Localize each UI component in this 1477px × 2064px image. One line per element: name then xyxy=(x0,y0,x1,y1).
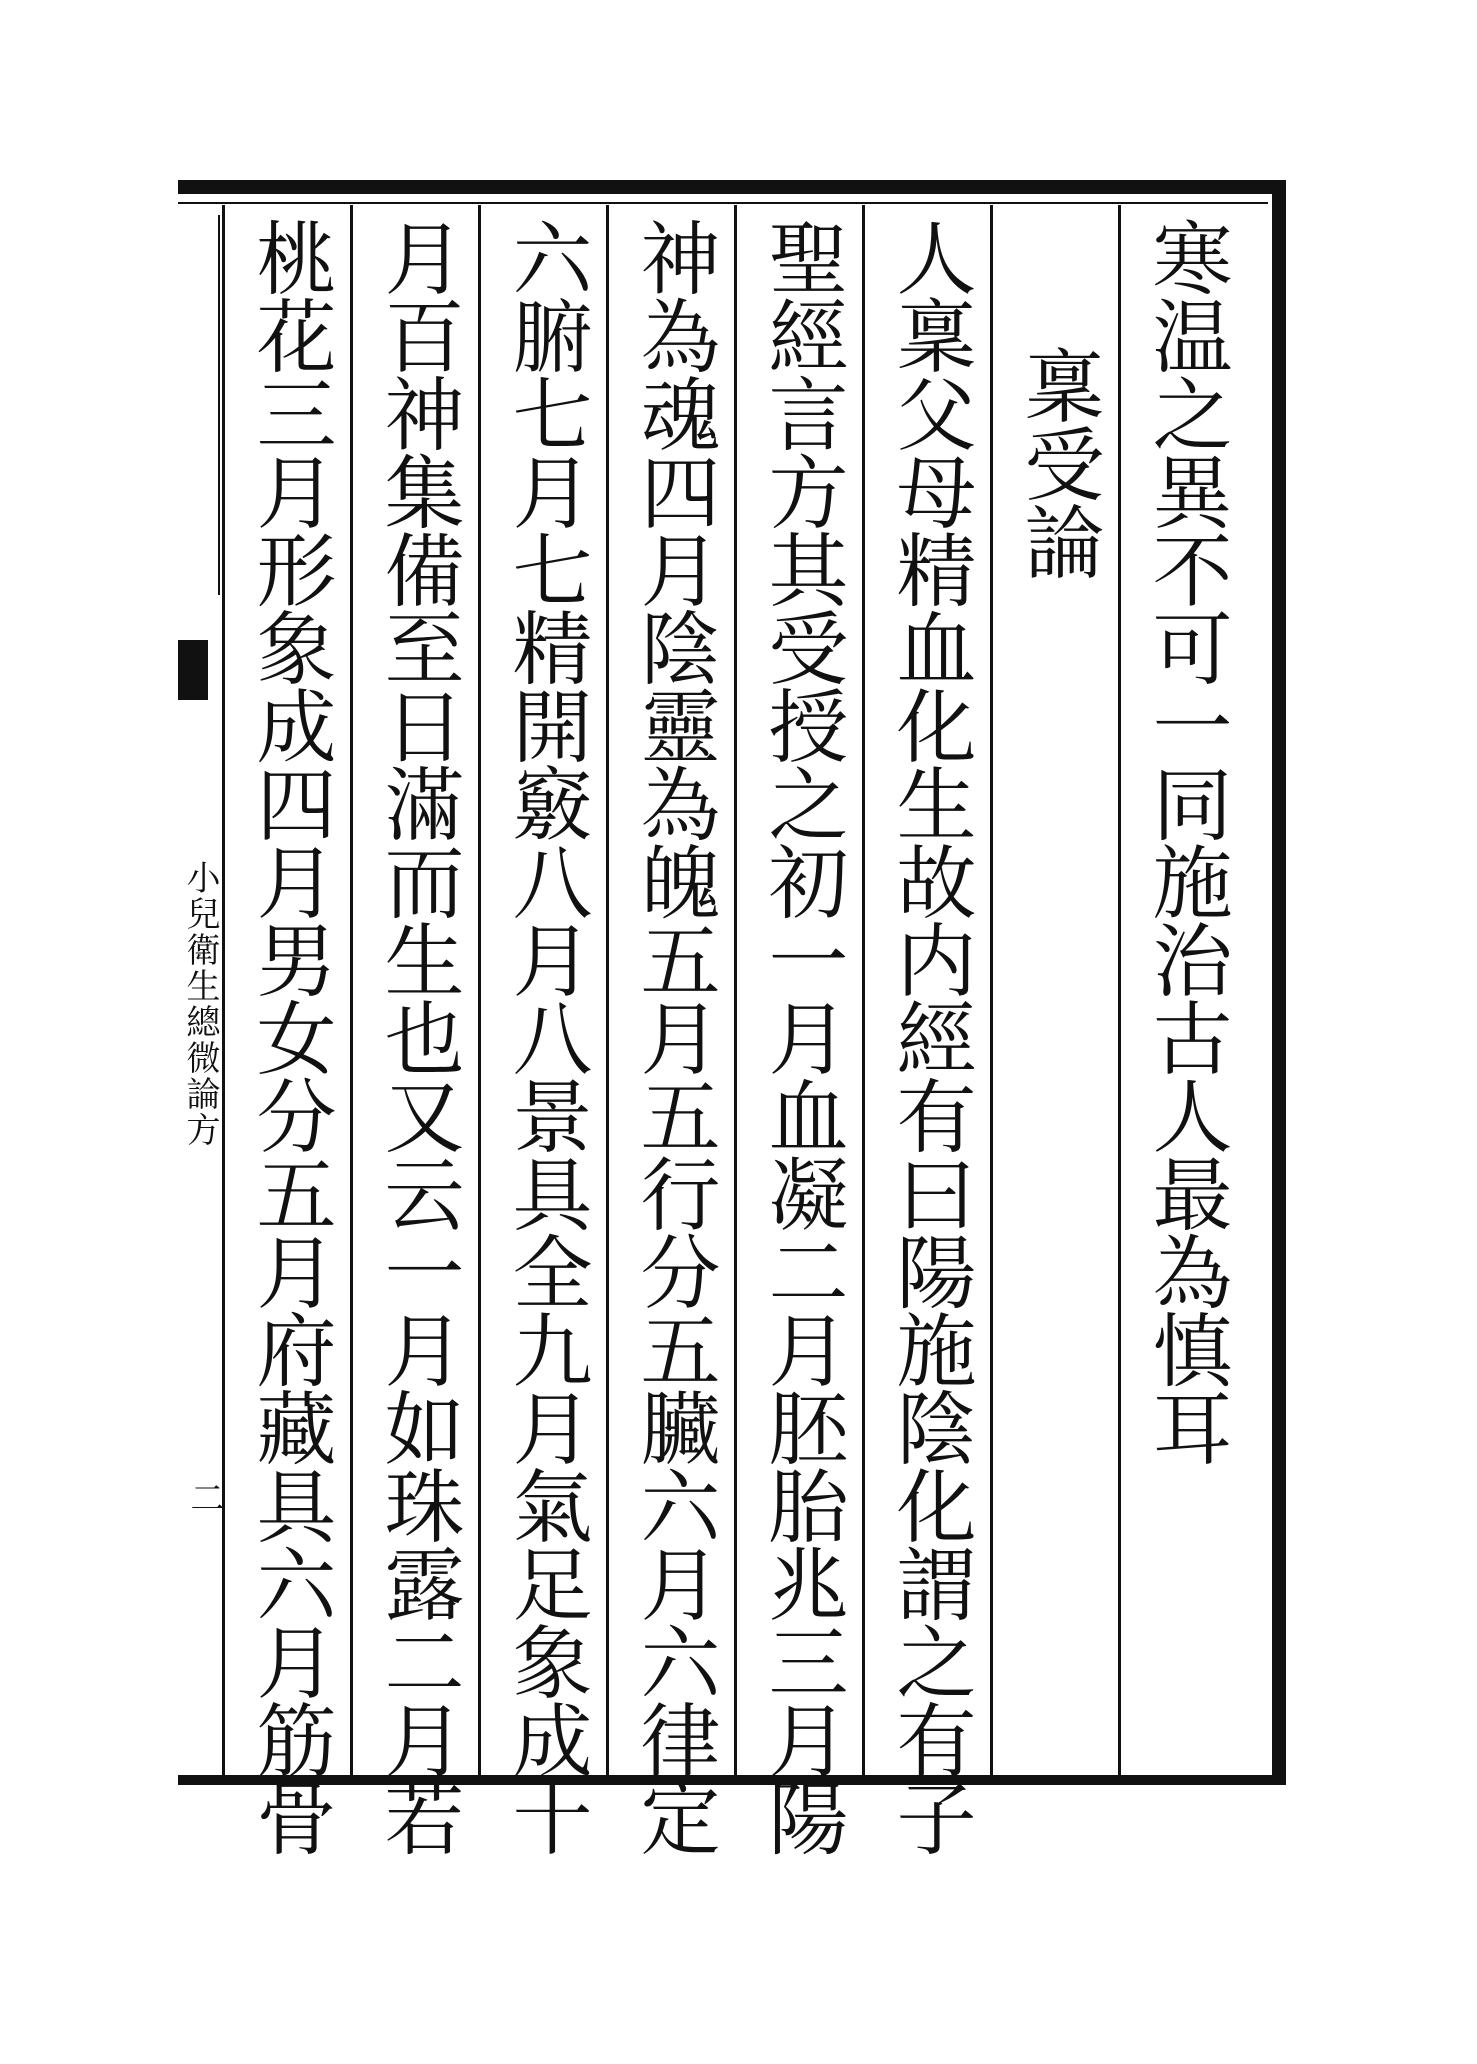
column-text: 六腑七月七精開竅八月八景具全九月氣足象成十 xyxy=(499,217,592,1855)
margin-book-title: 小兒衛生總微論方 xyxy=(180,860,220,1148)
margin-page-number: 二 xyxy=(184,1480,224,1514)
frame-inner-rule xyxy=(178,202,1268,204)
text-column-6 xyxy=(478,205,606,1855)
column-text: 月百神集備至日滿而生也又云一月如珠露二月若 xyxy=(371,217,464,1855)
margin-band-top xyxy=(178,215,220,595)
section-heading-column xyxy=(990,205,1118,1775)
column-text: 神為魂四月陰靈為魄五月五行分五臟六月六律定 xyxy=(627,217,720,1855)
text-column-1 xyxy=(1118,205,1246,1775)
text-column-7 xyxy=(350,205,478,1855)
text-column-8 xyxy=(222,205,350,1855)
section-heading: 稟受論 xyxy=(1011,345,1104,579)
fishtail-mark xyxy=(178,640,208,700)
column-text: 桃花三月形象成四月男女分五月府藏具六月筋骨 xyxy=(243,217,336,1855)
column-text: 聖經言方其受授之初一月血凝二月胚胎兆三月陽 xyxy=(755,217,848,1855)
text-column-3 xyxy=(862,205,990,1855)
column-text: 人稟父母精血化生故内經有曰陽施陰化謂之有子 xyxy=(883,217,976,1855)
column-text: 寒温之異不可一同施治古人最為慎耳 xyxy=(1139,217,1232,1465)
text-column-4 xyxy=(734,205,862,1855)
text-column-5 xyxy=(606,205,734,1855)
